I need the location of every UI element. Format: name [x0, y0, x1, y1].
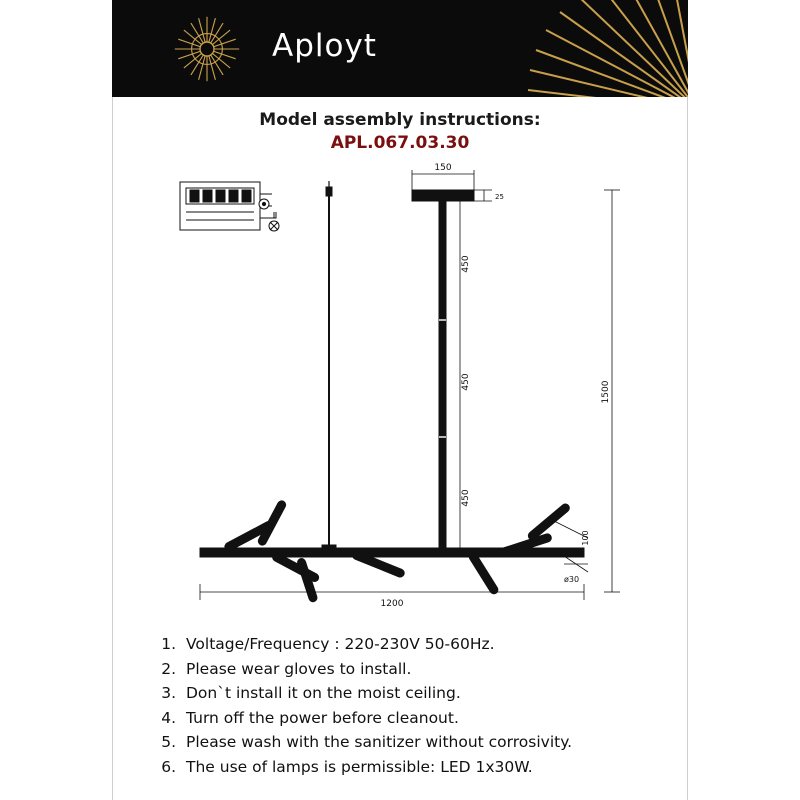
list-item: [150, 657, 670, 682]
page-title: Model assembly instructions:: [259, 110, 541, 130]
list-item-number: 6.: [161, 757, 176, 776]
list-item-text: Please wash with the sanitizer without corrosivity.: [186, 733, 573, 751]
technical-drawing: [112, 160, 688, 620]
dim-total-height: 1500: [601, 380, 611, 404]
instructions-list: [150, 632, 670, 779]
suspension-cable-icon: [322, 181, 336, 554]
brand-name: Aployt: [272, 28, 377, 64]
dim-rod-middle: 450: [461, 373, 471, 391]
list-item-text: Voltage/Frequency : 220-230V 50-60Hz.: [186, 635, 495, 653]
dim-overall-width: 1200: [380, 599, 404, 609]
list-item-text: Turn off the power before cleanout.: [186, 708, 459, 727]
list-item-number: 4.: [161, 708, 176, 727]
dim-rod-bottom: 450: [461, 489, 471, 507]
fan-rays-icon: [468, 0, 688, 97]
vertical-rod-icon: [439, 201, 446, 550]
list-item-number: 5.: [161, 733, 176, 751]
dim-canopy-width: 150: [434, 163, 452, 173]
terminal-block-icon: [180, 182, 279, 231]
list-item-text: The use of lamps is permissible: LED 1x30W.: [186, 757, 533, 776]
list-item: [150, 730, 670, 755]
dim-rod-top: 450: [461, 255, 471, 273]
ceiling-canopy-icon: [412, 190, 474, 201]
list-item: [150, 755, 670, 780]
list-item: [150, 681, 670, 706]
list-item: [150, 706, 670, 731]
list-item-number: 1.: [161, 635, 176, 653]
list-item-number: 2.: [161, 659, 176, 678]
sunburst-logo-icon: [172, 14, 242, 84]
list-item-text: Please wear gloves to install.: [186, 659, 412, 678]
list-item-text: Don`t install it on the moist ceiling.: [186, 684, 461, 702]
dim-canopy-height: 25: [495, 193, 504, 201]
brand-banner: [112, 0, 688, 97]
list-item: [150, 632, 670, 657]
dim-arm-length: 100: [581, 530, 590, 546]
dim-tube-diameter: ø30: [564, 575, 580, 584]
model-code: APL.067.03.30: [330, 133, 470, 153]
list-item-number: 3.: [161, 684, 176, 702]
